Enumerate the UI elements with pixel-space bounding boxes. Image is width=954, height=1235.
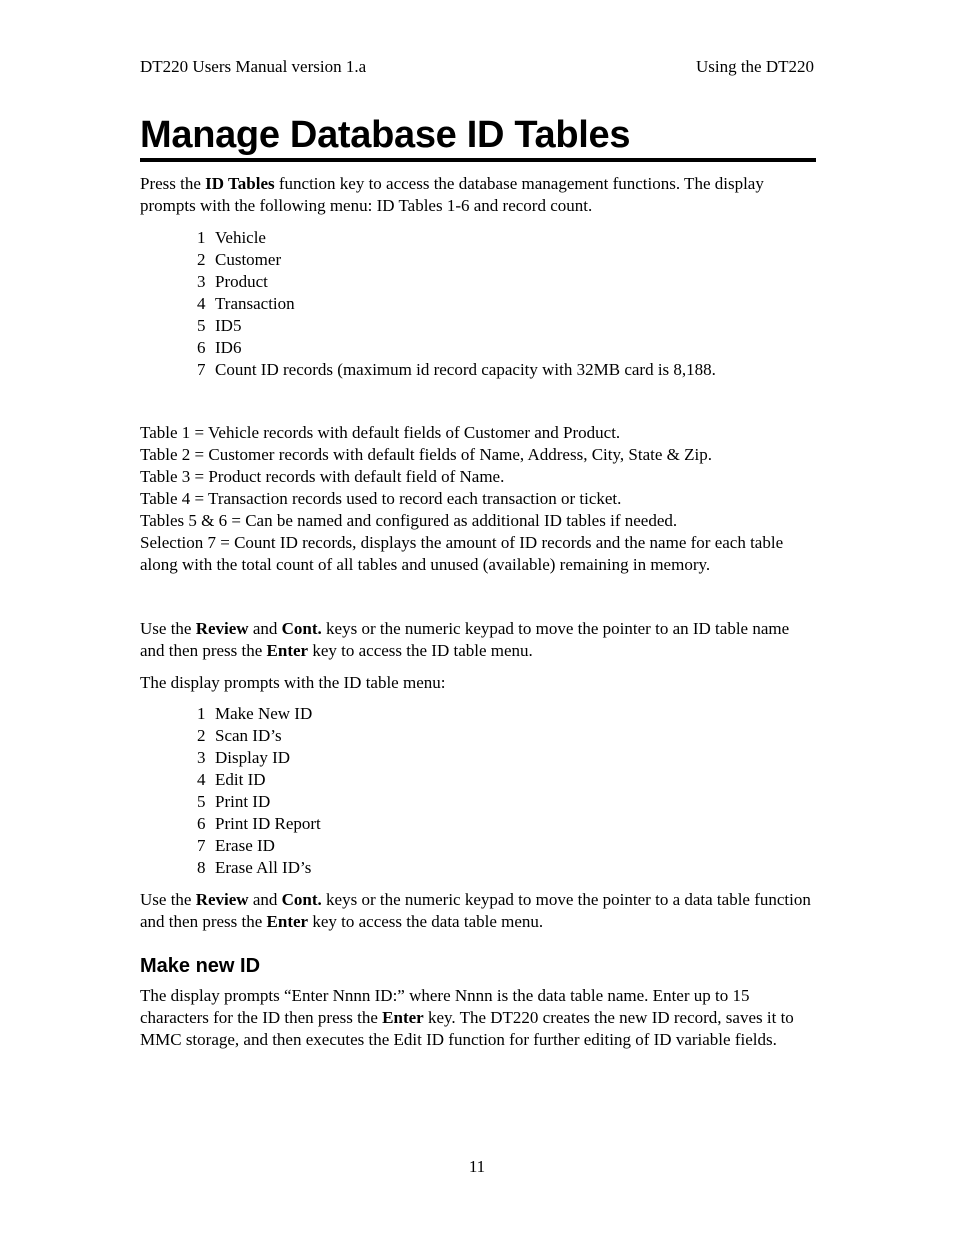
id-table-menu	[197, 703, 321, 879]
menu-item: 1 Vehicle	[197, 228, 266, 247]
menu-item: 2 Scan ID’s	[197, 726, 282, 745]
menu-item: 6 ID6	[197, 338, 242, 357]
menu-item: 7 Erase ID	[197, 836, 275, 855]
review-key: Review	[195, 890, 249, 909]
table-descriptions	[140, 422, 816, 576]
make-new-id-paragraph: The display prompts “Enter Nnnn ID:” where Nnnn is the data table name. Enter up to 15 characters for the ID then press the Enter key. The DT220 creates the new ID record, saves it to MMC storage, and then executes the Edit ID function for further editing of ID variable fields.	[140, 986, 794, 1049]
review-key: Review	[195, 619, 249, 638]
header-doc-title: DT220 Users Manual version 1.a	[140, 57, 367, 76]
menu-item: 3 Product	[197, 272, 268, 291]
menu-item: 4 Edit ID	[197, 770, 266, 789]
id-tables-key: ID Tables	[205, 174, 275, 193]
menu-item: 2 Customer	[197, 250, 282, 269]
menu-item: 6 Print ID Report	[197, 814, 321, 833]
table-description: Table 2 = Customer records with default fields of Name, Address, City, State & Zip.	[140, 445, 712, 464]
page-number: 11	[468, 1157, 486, 1176]
id-tables-menu	[197, 227, 716, 381]
menu2-intro: The display prompts with the ID table menu:	[140, 673, 446, 692]
review-paragraph-1: Use the Review and Cont. keys or the numeric keypad to move the pointer to an ID table name and then press the Enter key to access the ID table menu.	[140, 619, 790, 660]
menu-item: 1 Make New ID	[197, 704, 313, 723]
table-description: Table 1 = Vehicle records with default fields of Customer and Product.	[140, 423, 621, 442]
table-description: Table 4 = Transaction records used to record each transaction or ticket.	[140, 489, 622, 508]
enter-key: Enter	[266, 641, 309, 660]
review-paragraph-2: Use the Review and Cont. keys or the numeric keypad to move the pointer to a data table function and then press the Enter key to access the data table menu.	[140, 890, 811, 931]
section-heading: Make new ID	[140, 955, 261, 977]
intro-paragraph: Press the ID Tables function key to access the database management functions. The display prompts with the following menu: ID Tables 1-6 and record count.	[140, 174, 764, 215]
table-description: Tables 5 & 6 = Can be named and configured as additional ID tables if needed.	[140, 511, 678, 530]
menu-item: 3 Display ID	[197, 748, 291, 767]
menu-item: 5 Print ID	[197, 792, 271, 811]
cont-key: Cont.	[281, 890, 322, 909]
page-title: Manage Database ID Tables	[140, 112, 816, 162]
header-section-title: Using the DT220	[695, 57, 814, 76]
menu-item: 5 ID5	[197, 316, 242, 335]
menu-item: 7 Count ID records (maximum id record capacity with 32MB card is 8,188.	[197, 360, 716, 379]
enter-key: Enter	[266, 912, 309, 931]
table-description: Selection 7 = Count ID records, displays the amount of ID records and the name for each table along with the total count of all tables and unused (available) remaining in memory.	[140, 533, 784, 574]
cont-key: Cont.	[281, 619, 322, 638]
table-description: Table 3 = Product records with default field of Name.	[140, 467, 505, 486]
enter-key: Enter	[382, 1008, 424, 1027]
menu-item: 4 Transaction	[197, 294, 295, 313]
menu-item: 8 Erase All ID’s	[197, 858, 312, 877]
